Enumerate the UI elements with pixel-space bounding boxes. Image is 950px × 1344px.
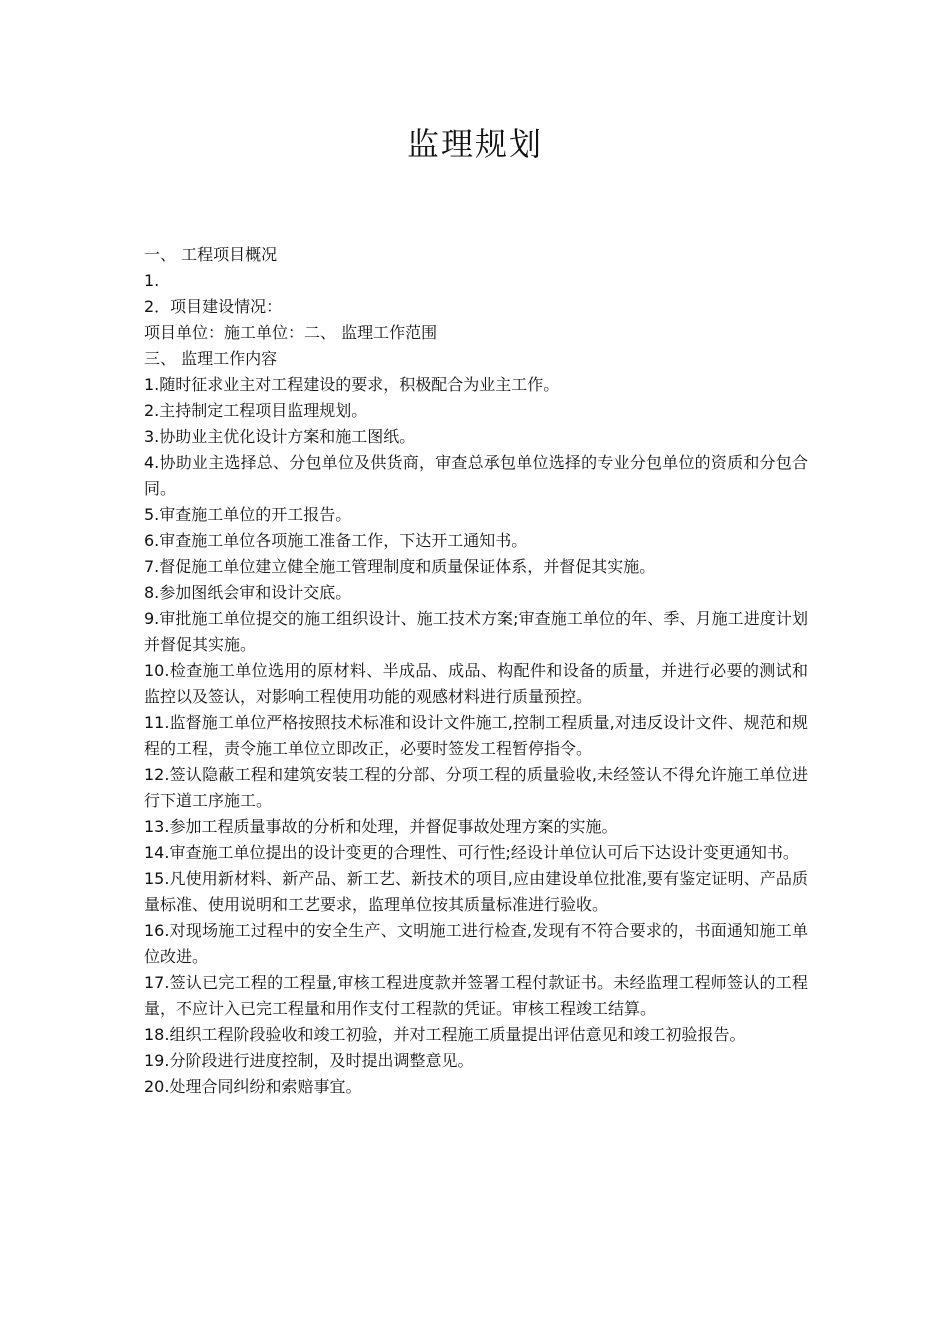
content-item-16: 16.对现场施工过程中的安全生产、文明施工进行检查,发现有不符合要求的，书面通知施工单位改进。 (144, 921, 808, 966)
content-item-19: 19.分阶段进行进度控制，及时提出调整意见。 (144, 1051, 474, 1070)
content-item-15: 15.凡使用新材料、新产品、新工艺、新技术的项目,应由建设单位批准,要有鉴定证明、产品质量标准、使用说明和工艺要求，监理单位按其质量标准进行验收。 (144, 869, 808, 914)
content-item-20: 20.处理合同纠纷和索赔事宜。 (144, 1077, 362, 1096)
content-item-7: 7.督促施工单位建立健全施工管理制度和质量保证体系，并督促其实施。 (144, 557, 656, 576)
content-item-10: 10.检查施工单位选用的原材料、半成品、成品、构配件和设备的质量，并进行必要的测试和监控以及签认，对影响工程使用功能的观感材料进行质量预控。 (144, 661, 808, 706)
content-item-5: 5.审查施工单位的开工报告。 (144, 505, 352, 524)
overview-item-1: 1. (144, 271, 160, 290)
content-item-12: 12.签认隐蔽工程和建筑安装工程的分部、分项工程的质量验收,未经签认不得允许施工单位进行下道工序施工。 (144, 765, 808, 810)
content-item-11: 11.监督施工单位严格按照技术标准和设计文件施工,控制工程质量,对违反设计文件、规范和规程的工程，责令施工单位立即改正，必要时签发工程暂停指令。 (144, 713, 808, 758)
project-units-line: 项目单位：施工单位：二、 监理工作范围 (144, 323, 438, 342)
overview-item-2: 2．项目建设情况： (144, 297, 283, 316)
content-item-14: 14.审查施工单位提出的设计变更的合理性、可行性;经设计单位认可后下达设计变更通知书。 (144, 843, 799, 862)
content-item-1: 1.随时征求业主对工程建设的要求，积极配合为业主工作。 (144, 375, 560, 394)
content-item-17: 17.签认已完工程的工程量,审核工程进度款并签署工程付款证书。未经监理工程师签认的工程量，不应计入已完工程量和用作支付工程款的凭证。审核工程竣工结算。 (144, 973, 808, 1018)
content-item-6: 6.审查施工单位各项施工准备工作，下达开工通知书。 (144, 531, 528, 550)
document-body (144, 242, 808, 1100)
section-heading-content: 三、 监理工作内容 (144, 349, 278, 368)
content-item-3: 3.协助业主优化设计方案和施工图纸。 (144, 427, 416, 446)
content-item-4: 4.协助业主选择总、分包单位及供货商，审查总承包单位选择的专业分包单位的资质和分包合同。 (144, 453, 808, 498)
section-heading-overview: 一、 工程项目概况 (144, 245, 278, 264)
content-item-8: 8.参加图纸会审和设计交底。 (144, 583, 352, 602)
content-item-2: 2.主持制定工程项目监理规划。 (144, 401, 368, 420)
content-item-13: 13.参加工程质量事故的分析和处理，并督促事故处理方案的实施。 (144, 817, 618, 836)
content-item-9: 9.审批施工单位提交的施工组织设计、施工技术方案;审查施工单位的年、季、月施工进度计划并督促其实施。 (144, 609, 808, 654)
document-title: 监理规划 (406, 125, 543, 163)
content-item-18: 18.组织工程阶段验收和竣工初验，并对工程施工质量提出评估意见和竣工初验报告。 (144, 1025, 746, 1044)
